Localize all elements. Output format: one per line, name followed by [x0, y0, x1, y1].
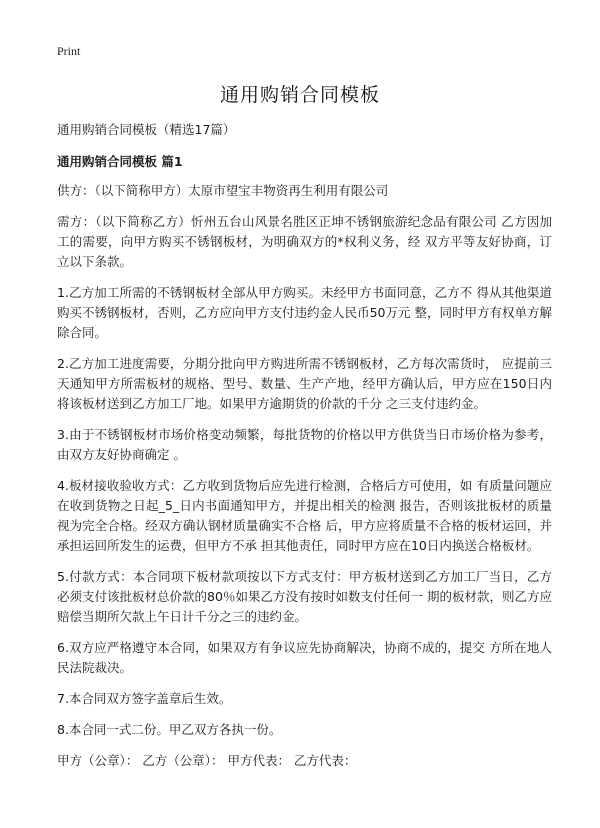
document-subtitle: 通用购销合同模板（精选17篇） — [57, 122, 236, 137]
paragraph-buyer: 需方：（以下简称乙方）忻州五台山风景名胜区正坤不锈钢旅游纪念品有限公司 乙方因加工的需要，向甲方购买不锈钢板材，为明确双方的*权利义务，经 双方平等友好协商，订立以下条款。 — [57, 214, 552, 269]
paragraph-clause-8: 8.本合同一式二份。甲乙双方各执一份。 — [57, 722, 282, 737]
signature-line: 甲方（公章）： 乙方（公章）： 甲方代表： 乙方代表： — [57, 753, 357, 768]
paragraph-clause-1: 1.乙方加工所需的不锈钢板材全部从甲方购买。未经甲方书面同意，乙方不 得从其他渠道购买不锈钢板材，否则，乙方应向甲方支付违约金人民币50万元 整，同时甲方有权单方解除合同。 — [57, 285, 552, 340]
print-link[interactable]: Print — [57, 44, 81, 58]
paragraph-clause-2: 2.乙方加工进度需要，分期分批向甲方购进所需不锈钢板材，乙方每次需货时， 应提前三天通知甲方所需板材的规格、型号、数量、生产产地，经甲方确认后，甲方应在150日内将该板材送到乙方加工厂地。如果甲方逾期货的价款的千分 之三支付违约金。 — [57, 356, 552, 411]
paragraph-supplier: 供方：（以下简称甲方）太原市望宝丰物资再生利用有限公司 — [57, 183, 389, 198]
page-title: 通用购销合同模板 — [219, 84, 380, 106]
paragraph-clause-7: 7.本合同双方签字盖章后生效。 — [57, 691, 232, 706]
section-heading: 通用购销合同模板 篇1 — [57, 154, 183, 169]
paragraph-clause-4: 4.板材接收验收方式：乙方收到货物后应先进行检测，合格后方可使用，如 有质量问题应在收到货物之日起_5_日内书面通知甲方，并提出相关的检测 报告，否则该批板材的质量视为完全合格。经双方确认钢材质量确实不合格 后，甲方应将质量不合格的板材运回，并承担运回所发生的运费，但甲方不承 担其他责任，同时甲方应在10日内换送合格板材。 — [57, 478, 552, 553]
paragraph-clause-3: 3.由于不锈钢板材市场价格变动频繁，每批货物的价格以甲方供货当日市场价格为参考，由双方友好协商确定 。 — [57, 427, 552, 462]
document-body — [57, 120, 552, 771]
paragraph-clause-6: 6.双方应严格遵守本合同，如果双方有争议应先协商解决，协商不成的，提交 方所在地人民法院裁决。 — [57, 640, 552, 675]
paragraph-clause-5: 5.付款方式：本合同项下板材款项按以下方式支付：甲方板材送到乙方加工厂当日，乙方必须支付该批板材总价款的80％如果乙方没有按时如数支付任何一 期的板材款，则乙方应赔偿当期所欠款上午日计千分之三的违约金。 — [57, 569, 552, 624]
